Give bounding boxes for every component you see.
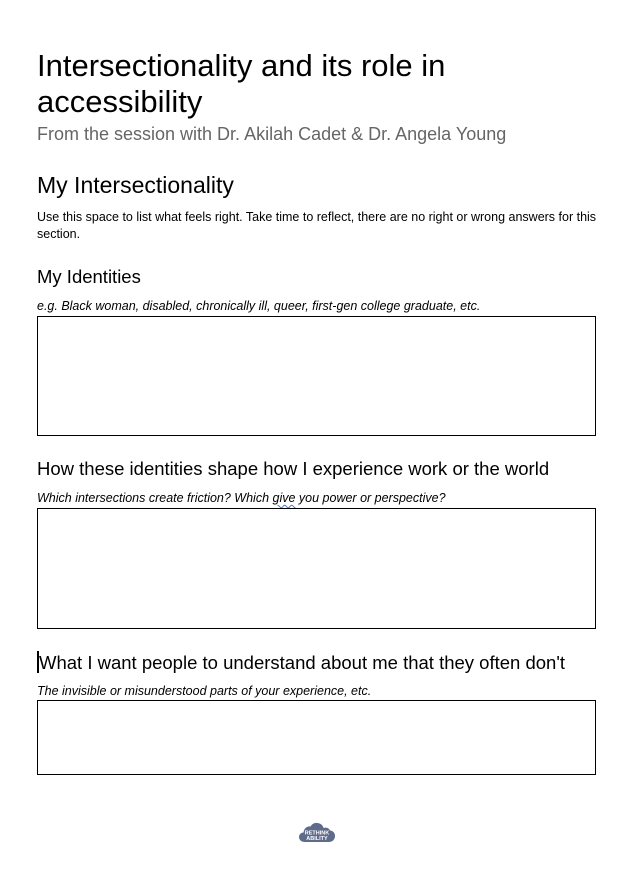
cloud-logo-icon (299, 822, 335, 844)
prompt-hint-experience[interactable] (37, 490, 446, 506)
prompt-heading-understand[interactable] (37, 651, 565, 674)
hint-text-after: you power or perspective? (295, 491, 446, 505)
experience-answer-box[interactable] (37, 508, 596, 629)
logo-text-top: RETHINK (304, 830, 330, 837)
identities-answer-box[interactable] (37, 316, 596, 436)
section-intro[interactable]: Use this space to list what feels right. Take time to reflect, there are no right or wrong answers for this section. (37, 210, 597, 241)
understand-answer-box[interactable] (37, 700, 596, 775)
prompt-heading-understand-text: What I want people to understand about me that they often don't (39, 652, 565, 673)
logo-text-bottom: ABILITY (306, 836, 328, 843)
spellcheck-flagged-word[interactable]: give (272, 491, 296, 505)
prompt-hint-understand[interactable]: The invisible or misunderstood parts of your experience, etc. (37, 684, 372, 698)
section-heading[interactable]: My Intersectionality (37, 172, 234, 198)
hint-text-before: Which intersections create friction? Which (37, 491, 273, 505)
document-subtitle[interactable]: From the session with Dr. Akilah Cadet & Dr. Angela Young (37, 124, 507, 144)
prompt-hint-identities[interactable]: e.g. Black woman, disabled, chronically ill, queer, first-gen college graduate, etc. (37, 299, 481, 313)
prompt-heading-experience[interactable]: How these identities shape how I experience work or the world (37, 458, 550, 479)
prompt-heading-identities[interactable]: My Identities (37, 266, 141, 287)
rethink-ability-logo (299, 822, 335, 844)
document-title[interactable]: Intersectionality and its role in accessibility (37, 48, 446, 119)
